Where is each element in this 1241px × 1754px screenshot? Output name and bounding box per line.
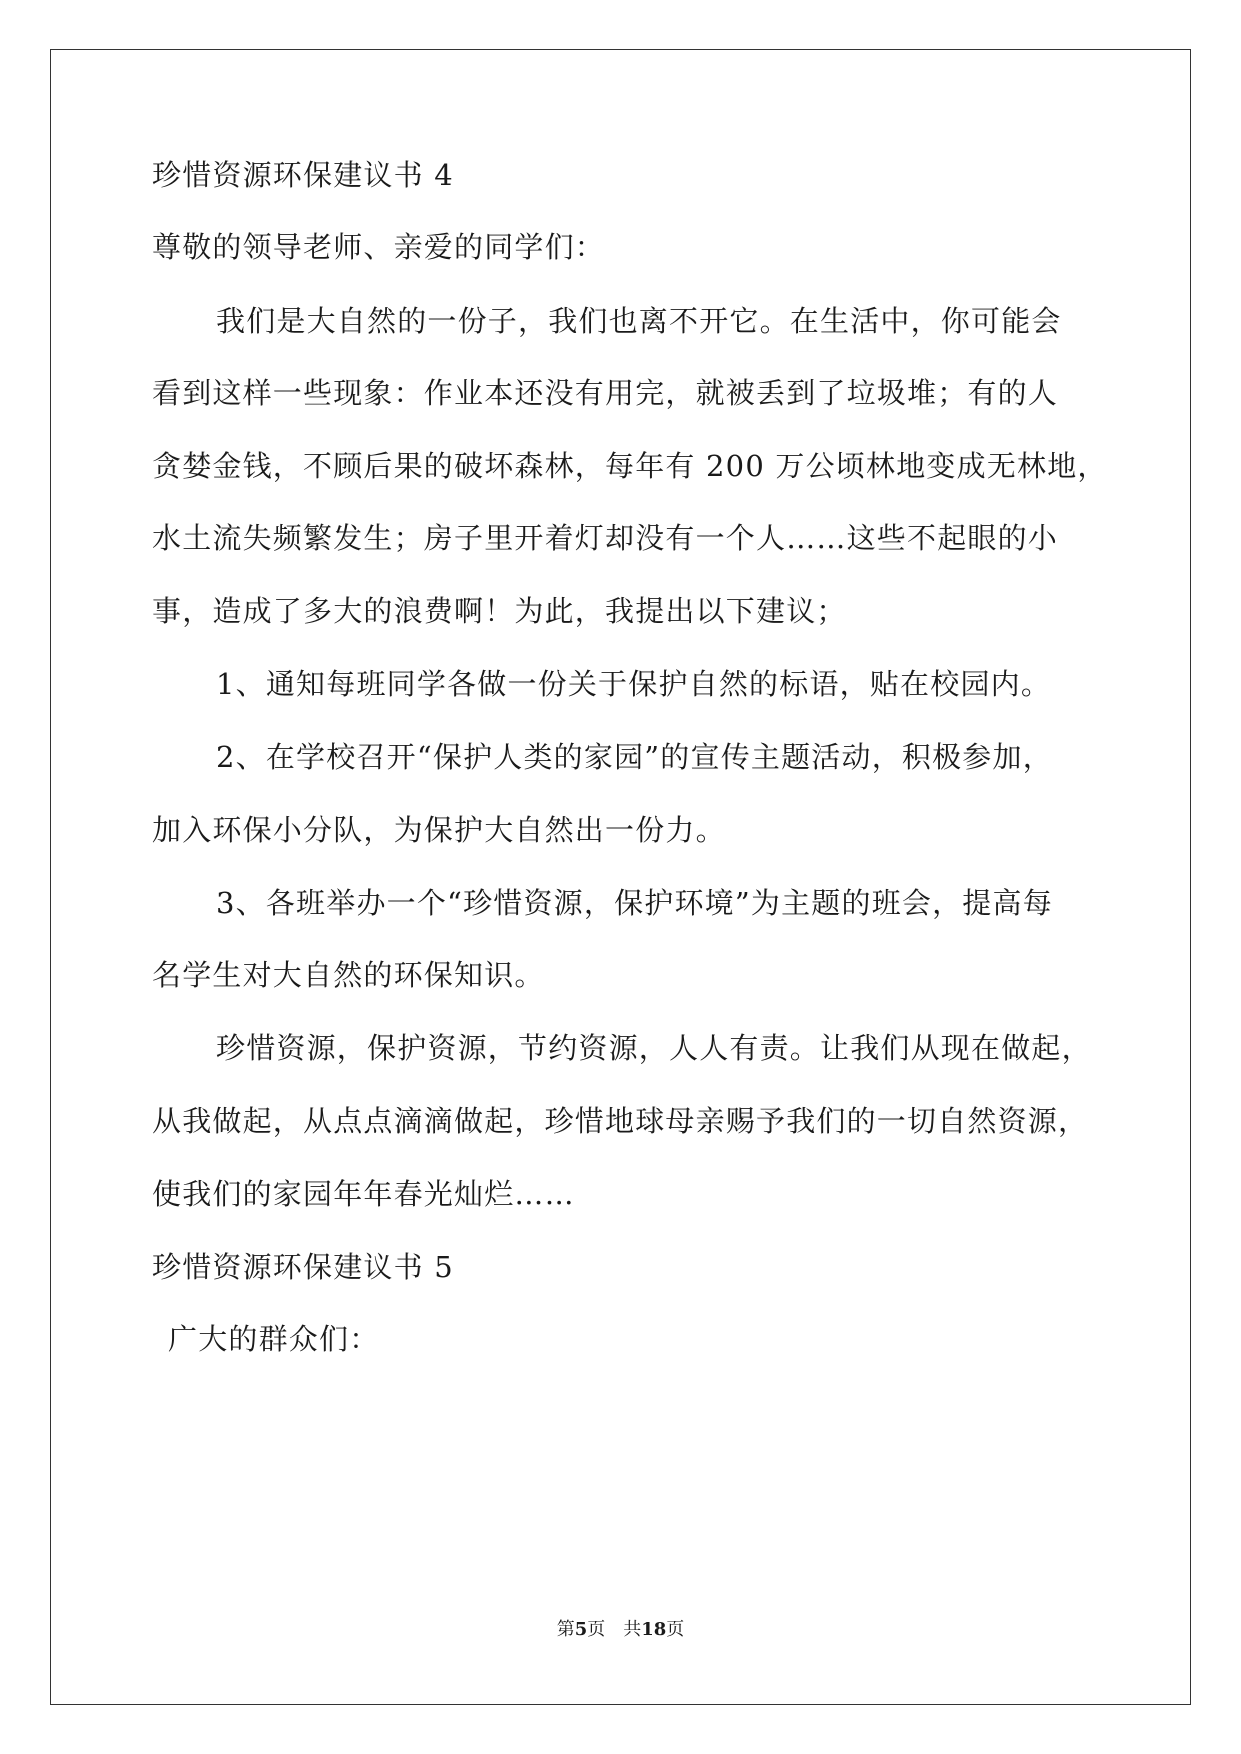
paragraph-line: 我们是大自然的一份子，我们也离不开它。在生活中，你可能会 [216,304,1062,338]
paragraph-line: 水土流失频繁发生；房子里开着灯却没有一个人……这些不起眼的小 [152,521,1059,555]
page-border [50,49,1191,1705]
salutation: 尊敬的领导老师、亲爱的同学们： [152,230,606,264]
salutation: 广大的群众们： [168,1322,380,1356]
total-prefix: 共 [623,1619,642,1640]
section-title-5: 珍惜资源环保建议书 5 [152,1250,454,1284]
suggestion-2: 2、在学校召开“保护人类的家园”的宣传主题活动，积极参加， [216,740,1053,774]
page-total: 18 [641,1619,667,1640]
page-suffix: 页 [587,1619,606,1640]
page-current: 5 [574,1619,588,1640]
paragraph-line: 名学生对大自然的环保知识。 [152,958,545,992]
closing-paragraph: 珍惜资源，保护资源，节约资源，人人有责。让我们从现在做起， [216,1031,1092,1065]
paragraph-line: 看到这样一些现象：作业本还没有用完，就被丢到了垃圾堆；有的人 [152,376,1059,410]
page-footer [0,1618,1241,1642]
paragraph-line: 使我们的家园年年春光灿烂…… [152,1177,575,1211]
paragraph-line: 事，造成了多大的浪费啊！为此，我提出以下建议； [152,594,847,628]
paragraph-line: 从我做起，从点点滴滴做起，珍惜地球母亲赐予我们的一切自然资源， [152,1104,1089,1138]
suggestion-3: 3、各班举办一个“珍惜资源，保护环境”为主题的班会，提高每 [216,886,1053,920]
paragraph-line: 加入环保小分队，为保护大自然出一份力。 [152,813,726,847]
page-prefix: 第 [556,1619,575,1640]
section-title-4: 珍惜资源环保建议书 4 [152,158,454,192]
paragraph-line: 贪婪金钱，不顾后果的破坏森林，每年有 200 万公顷林地变成无林地， [152,449,1108,483]
total-suffix: 页 [666,1619,685,1640]
suggestion-1: 1、通知每班同学各做一份关于保护自然的标语，贴在校园内。 [216,667,1052,701]
